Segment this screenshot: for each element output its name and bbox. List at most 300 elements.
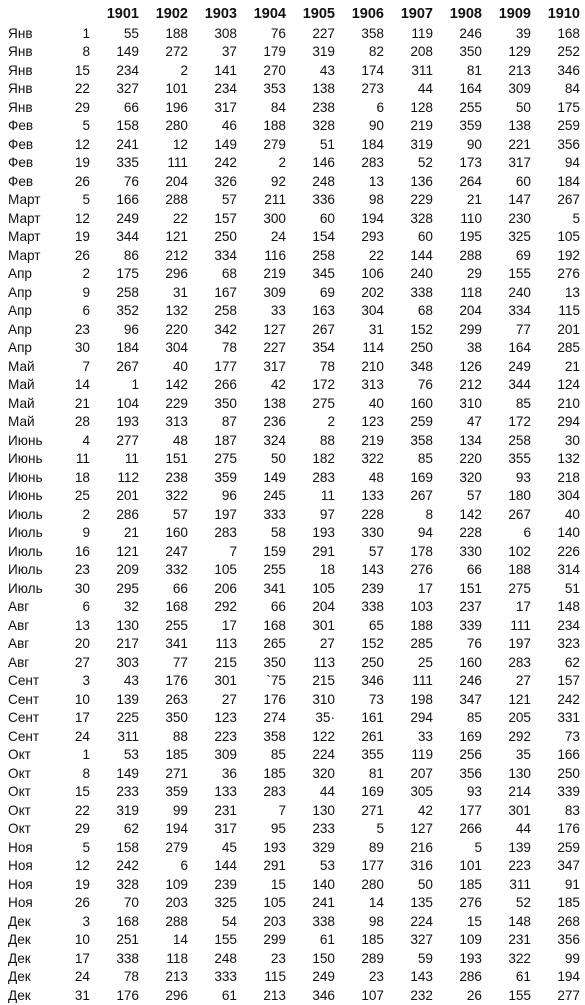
value-cell: 144	[410, 247, 433, 263]
value-cell: 42	[417, 802, 433, 818]
month-cell: Май	[8, 358, 35, 374]
value-cell: 332	[165, 562, 188, 578]
value-cell: 76	[417, 377, 433, 393]
value-cell: 248	[214, 950, 237, 966]
value-cell: 151	[165, 451, 188, 467]
value-cell: 179	[263, 44, 286, 60]
value-cell: 169	[410, 469, 433, 485]
value-cell: 250	[214, 229, 237, 245]
value-cell: 184	[557, 173, 580, 189]
value-cell: 17	[221, 617, 237, 633]
value-cell: 289	[361, 950, 384, 966]
month-cell: Ноя	[8, 876, 33, 892]
value-cell: 304	[361, 303, 384, 319]
value-cell: 123	[361, 414, 384, 430]
header-day	[62, 4, 90, 24]
value-cell: 105	[263, 895, 286, 911]
value-cell: 280	[165, 118, 188, 134]
value-cell: 114	[362, 340, 384, 356]
month-cell: Июнь	[8, 488, 43, 504]
value-cell: 204	[165, 173, 188, 189]
value-cell: 6	[376, 99, 384, 115]
value-cell: 258	[116, 284, 139, 300]
month-cell: Авг	[8, 654, 30, 670]
value-cell: 225	[116, 710, 139, 726]
value-cell: 333	[263, 506, 286, 522]
value-cell: 226	[557, 543, 580, 559]
value-cell: 319	[312, 44, 335, 60]
value-cell: 61	[319, 932, 335, 948]
value-cell: 52	[515, 895, 531, 911]
table-row	[8, 98, 580, 117]
value-cell: 277	[116, 432, 139, 448]
table-row	[8, 487, 580, 506]
value-cell: 220	[459, 451, 482, 467]
value-cell: 155	[508, 987, 531, 1003]
value-cell: 283	[361, 155, 384, 171]
month-cell: Июль	[8, 562, 43, 578]
value-cell: 159	[263, 543, 286, 559]
value-cell: 258	[214, 303, 237, 319]
day-cell: 19	[74, 155, 90, 171]
value-cell: 237	[459, 599, 482, 615]
value-cell: 219	[410, 118, 433, 134]
value-cell: 39	[515, 25, 531, 41]
value-cell: 82	[368, 44, 384, 60]
value-cell: 139	[508, 839, 531, 855]
year-header: 1910	[547, 6, 580, 22]
value-cell: 92	[270, 173, 286, 189]
value-cell: 40	[564, 506, 580, 522]
value-cell: 359	[459, 118, 482, 134]
value-cell: 142	[165, 377, 188, 393]
value-cell: 288	[165, 913, 188, 929]
value-cell: 101	[165, 81, 188, 97]
value-cell: 303	[116, 654, 139, 670]
value-cell: 115	[558, 303, 580, 319]
value-cell: 133	[214, 784, 237, 800]
value-cell: 352	[116, 303, 139, 319]
value-cell: 149	[214, 136, 237, 152]
value-cell: 216	[410, 839, 433, 855]
value-cell: 168	[165, 599, 188, 615]
value-cell: 249	[312, 969, 335, 985]
value-cell: 45	[221, 839, 237, 855]
day-cell: 15	[74, 784, 90, 800]
value-cell: 265	[263, 636, 286, 652]
value-cell: 121	[508, 691, 531, 707]
day-cell: 23	[74, 562, 90, 578]
value-cell: 230	[508, 210, 531, 226]
value-cell: 317	[214, 99, 237, 115]
value-cell: 359	[165, 784, 188, 800]
value-cell: 224	[410, 913, 433, 929]
value-cell: 267	[508, 506, 531, 522]
table-row	[8, 320, 580, 339]
day-cell: 16	[74, 543, 90, 559]
value-cell: 203	[263, 913, 286, 929]
month-cell: Авг	[8, 617, 30, 633]
value-cell: 94	[417, 525, 433, 541]
table-row	[8, 154, 580, 173]
value-cell: 188	[508, 562, 531, 578]
value-cell: 139	[116, 691, 139, 707]
value-cell: 275	[508, 580, 531, 596]
month-cell: Апр	[8, 321, 32, 337]
value-cell: 328	[312, 118, 335, 134]
value-cell: 175	[116, 266, 139, 282]
value-cell: 276	[557, 266, 580, 282]
value-cell: 295	[116, 580, 139, 596]
value-cell: 15	[466, 913, 482, 929]
value-cell: 213	[508, 62, 531, 78]
value-cell: 233	[312, 821, 335, 837]
value-cell: 353	[263, 81, 286, 97]
year-header: 1905	[302, 6, 335, 22]
table-body	[8, 24, 580, 1005]
value-cell: 276	[459, 895, 482, 911]
value-cell: 180	[508, 488, 531, 504]
value-cell: 350	[263, 654, 286, 670]
day-cell: 6	[82, 599, 90, 615]
day-cell: 6	[82, 303, 90, 319]
table-row	[8, 228, 580, 247]
value-cell: 310	[459, 395, 482, 411]
value-cell: 319	[116, 802, 139, 818]
value-cell: 234	[116, 62, 139, 78]
value-cell: 241	[312, 895, 335, 911]
value-cell: 21	[466, 192, 482, 208]
value-cell: 73	[368, 691, 384, 707]
value-cell: 209	[116, 562, 139, 578]
value-cell: 13	[368, 173, 384, 189]
value-cell: 267	[312, 321, 335, 337]
value-cell: 168	[116, 913, 139, 929]
value-cell: 121	[116, 543, 139, 559]
table-row	[8, 43, 580, 62]
table-row	[8, 801, 580, 820]
value-cell: 324	[263, 432, 286, 448]
month-cell: Окт	[8, 802, 31, 818]
value-cell: 118	[166, 950, 188, 966]
day-cell: 9	[82, 525, 90, 541]
value-cell: 33	[270, 303, 286, 319]
value-cell: 21	[564, 358, 580, 374]
table-row	[8, 431, 580, 450]
value-cell: 211	[264, 192, 286, 208]
table-row	[8, 746, 580, 765]
value-cell: 341	[263, 580, 286, 596]
value-cell: 334	[214, 247, 237, 263]
moon-longitude-table	[8, 4, 580, 1005]
month-cell: Авг	[8, 636, 30, 652]
value-cell: 356	[557, 932, 580, 948]
value-cell: 355	[508, 451, 531, 467]
value-cell: 104	[116, 395, 139, 411]
value-cell: 255	[459, 99, 482, 115]
value-cell: 176	[263, 691, 286, 707]
value-cell: 223	[508, 858, 531, 874]
value-cell: 215	[214, 654, 237, 670]
value-cell: 359	[214, 469, 237, 485]
value-cell: 247	[165, 543, 188, 559]
table-row	[8, 857, 580, 876]
day-cell: 14	[74, 377, 90, 393]
table-row	[8, 783, 580, 802]
value-cell: 31	[368, 321, 384, 337]
value-cell: 66	[270, 599, 286, 615]
value-cell: 194	[165, 821, 188, 837]
value-cell: 292	[508, 728, 531, 744]
value-cell: 90	[368, 118, 384, 134]
value-cell: 78	[221, 340, 237, 356]
day-cell: 12	[74, 858, 90, 874]
value-cell: 23	[368, 969, 384, 985]
value-cell: 140	[312, 876, 335, 892]
value-cell: 89	[368, 839, 384, 855]
month-cell: Март	[8, 192, 41, 208]
value-cell: 239	[214, 876, 237, 892]
value-cell: 316	[410, 858, 433, 874]
value-cell: 59	[417, 950, 433, 966]
value-cell: 116	[264, 247, 286, 263]
day-cell: 15	[74, 62, 90, 78]
value-cell: 330	[459, 543, 482, 559]
month-cell: Окт	[8, 821, 31, 837]
month-cell: Янв	[8, 25, 33, 41]
value-cell: 325	[214, 895, 237, 911]
value-cell: 81	[466, 62, 482, 78]
value-cell: 196	[165, 99, 188, 115]
value-cell: 24	[270, 229, 286, 245]
value-cell: 30	[564, 432, 580, 448]
value-cell: 17	[417, 580, 433, 596]
value-cell: 103	[410, 599, 433, 615]
value-cell: 85	[466, 710, 482, 726]
value-cell: 245	[263, 488, 286, 504]
value-cell: 62	[564, 654, 580, 670]
value-cell: 160	[459, 654, 482, 670]
value-cell: 109	[165, 876, 188, 892]
value-cell: 339	[557, 784, 580, 800]
value-cell: 296	[165, 987, 188, 1003]
value-cell: 229	[165, 395, 188, 411]
value-cell: 283	[263, 784, 286, 800]
value-cell: 255	[263, 562, 286, 578]
value-cell: 99	[564, 950, 580, 966]
value-cell: 98	[368, 192, 384, 208]
value-cell: 341	[165, 636, 188, 652]
value-cell: 6	[180, 858, 188, 874]
value-cell: 202	[361, 284, 384, 300]
value-cell: 149	[116, 44, 139, 60]
day-cell: 5	[82, 118, 90, 134]
value-cell: 160	[410, 395, 433, 411]
value-cell: 328	[410, 210, 433, 226]
value-cell: 301	[312, 617, 335, 633]
value-cell: 169	[361, 784, 384, 800]
value-cell: 51	[319, 136, 335, 152]
value-cell: 229	[410, 192, 433, 208]
value-cell: 271	[165, 765, 188, 781]
value-cell: 87	[221, 414, 237, 430]
table-row	[8, 820, 580, 839]
value-cell: 93	[466, 784, 482, 800]
value-cell: 283	[214, 525, 237, 541]
value-cell: 111	[412, 673, 433, 689]
day-cell: 26	[74, 247, 90, 263]
month-cell: Июль	[8, 580, 43, 596]
day-cell: 3	[82, 673, 90, 689]
value-cell: 250	[557, 765, 580, 781]
month-cell: Март	[8, 210, 41, 226]
value-cell: 248	[312, 173, 335, 189]
month-cell: Фев	[8, 118, 34, 134]
month-cell: Май	[8, 414, 35, 430]
year-header: 1902	[155, 6, 188, 22]
value-cell: 160	[165, 525, 188, 541]
value-cell: 2	[278, 155, 286, 171]
day-cell: 12	[74, 210, 90, 226]
value-cell: 267	[116, 358, 139, 374]
value-cell: 285	[557, 340, 580, 356]
value-cell: 267	[410, 488, 433, 504]
value-cell: 157	[214, 210, 237, 226]
value-cell: 44	[515, 821, 531, 837]
value-cell: 35	[515, 747, 531, 763]
value-cell: 143	[361, 562, 384, 578]
value-cell: 338	[312, 913, 335, 929]
table-row	[8, 653, 580, 672]
month-cell: Сент	[8, 673, 40, 689]
year-header: 1903	[204, 6, 237, 22]
value-cell: 60	[515, 173, 531, 189]
value-cell: 161	[361, 710, 384, 726]
value-cell: 130	[312, 802, 335, 818]
table-row	[8, 413, 580, 432]
value-cell: 356	[459, 765, 482, 781]
value-cell: 194	[361, 210, 384, 226]
value-cell: 264	[459, 173, 482, 189]
table-row	[8, 561, 580, 580]
value-cell: 118	[460, 284, 482, 300]
value-cell: 98	[368, 913, 384, 929]
value-cell: 338	[361, 599, 384, 615]
value-cell: 5	[572, 210, 580, 226]
value-cell: 7	[229, 543, 237, 559]
value-cell: 84	[564, 81, 580, 97]
month-cell: Апр	[8, 340, 32, 356]
table-row	[8, 209, 580, 228]
value-cell: 220	[165, 321, 188, 337]
value-cell: 219	[263, 266, 286, 282]
value-cell: 184	[361, 136, 384, 152]
value-cell: 250	[410, 340, 433, 356]
value-cell: 115	[264, 969, 286, 985]
value-cell: 292	[214, 599, 237, 615]
value-cell: 249	[116, 210, 139, 226]
value-cell: 291	[312, 543, 335, 559]
value-cell: 113	[215, 636, 237, 652]
value-cell: 66	[172, 580, 188, 596]
value-cell: 227	[312, 25, 335, 41]
value-cell: 105	[214, 562, 237, 578]
value-cell: 77	[172, 654, 188, 670]
value-cell: 304	[165, 340, 188, 356]
value-cell: 275	[214, 451, 237, 467]
value-cell: 358	[410, 432, 433, 448]
value-cell: 236	[263, 414, 286, 430]
value-cell: 60	[319, 210, 335, 226]
value-cell: 84	[270, 99, 286, 115]
value-cell: 327	[116, 81, 139, 97]
value-cell: 112	[117, 469, 139, 485]
value-cell: 111	[510, 617, 531, 633]
value-cell: 242	[214, 155, 237, 171]
table-row	[8, 61, 580, 80]
value-cell: 143	[410, 969, 433, 985]
value-cell: 105	[312, 580, 335, 596]
value-cell: 188	[165, 25, 188, 41]
value-cell: 346	[557, 62, 580, 78]
value-cell: 43	[123, 673, 139, 689]
value-cell: 91	[564, 876, 580, 892]
month-cell: Ноя	[8, 858, 33, 874]
value-cell: 313	[361, 377, 384, 393]
value-cell: 60	[417, 229, 433, 245]
value-cell: 85	[270, 747, 286, 763]
day-cell: 17	[74, 710, 90, 726]
month-cell: Янв	[8, 44, 33, 60]
value-cell: 5	[474, 839, 482, 855]
day-cell: 10	[74, 691, 90, 707]
value-cell: 83	[564, 802, 580, 818]
value-cell: 238	[165, 469, 188, 485]
value-cell: 172	[312, 377, 335, 393]
value-cell: 212	[459, 377, 482, 393]
value-cell: 195	[459, 229, 482, 245]
day-cell: 25	[74, 488, 90, 504]
value-cell: 169	[459, 728, 482, 744]
value-cell: 335	[116, 155, 139, 171]
value-cell: 193	[263, 839, 286, 855]
value-cell: 293	[361, 229, 384, 245]
value-cell: 43	[319, 62, 335, 78]
value-cell: 106	[361, 266, 384, 282]
value-cell: 330	[361, 525, 384, 541]
value-cell: 57	[172, 506, 188, 522]
month-cell: Июль	[8, 543, 43, 559]
value-cell: 78	[123, 969, 139, 985]
value-cell: 239	[361, 580, 384, 596]
value-cell: 344	[116, 229, 139, 245]
value-cell: 279	[165, 839, 188, 855]
value-cell: 322	[165, 488, 188, 504]
value-cell: 194	[557, 969, 580, 985]
value-cell: 228	[361, 506, 384, 522]
value-cell: 173	[459, 155, 482, 171]
value-cell: 256	[459, 747, 482, 763]
month-cell: Янв	[8, 62, 33, 78]
table-row	[8, 339, 580, 358]
value-cell: 210	[557, 395, 580, 411]
value-cell: 259	[557, 118, 580, 134]
value-cell: 176	[116, 987, 139, 1003]
value-cell: 309	[263, 284, 286, 300]
value-cell: 12	[172, 136, 188, 152]
value-cell: 188	[263, 118, 286, 134]
value-cell: 32	[123, 599, 139, 615]
